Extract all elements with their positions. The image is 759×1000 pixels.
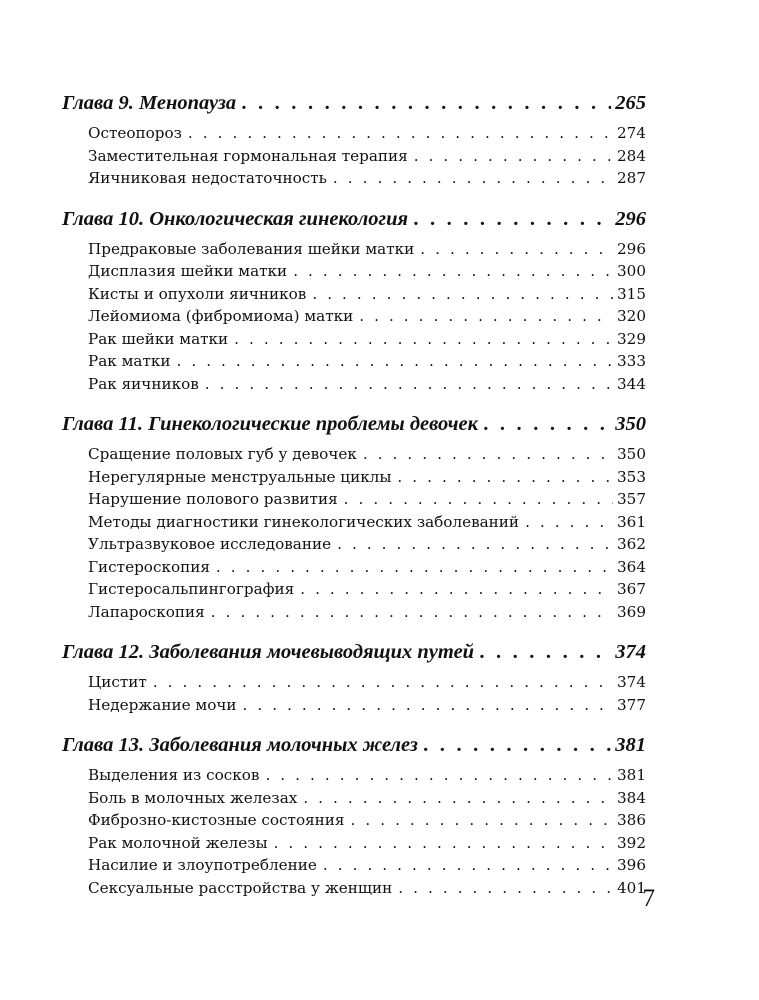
chapter-heading bbox=[62, 409, 646, 439]
entry-title: Гистероскопия bbox=[88, 557, 210, 576]
entry-title: Боль в молочных железах bbox=[88, 788, 298, 807]
entry-title: Рак шейки матки bbox=[88, 329, 229, 348]
chapter-title: Глава 10. Онкологическая гинекология bbox=[62, 207, 409, 230]
toc-entry bbox=[88, 260, 646, 283]
toc-entry bbox=[88, 238, 646, 261]
toc-entry bbox=[88, 854, 646, 877]
dot-leader bbox=[420, 238, 613, 261]
dot-leader bbox=[242, 88, 611, 118]
entry-title: Гистеросальпингография bbox=[88, 580, 295, 598]
toc-entry bbox=[88, 671, 646, 694]
chapter-page: 381 bbox=[615, 734, 646, 756]
chapter-page: 374 bbox=[615, 641, 646, 663]
toc-entry bbox=[88, 764, 646, 787]
dot-leader bbox=[153, 671, 613, 694]
entry-page: 361 bbox=[617, 512, 646, 531]
dot-leader bbox=[234, 328, 613, 351]
dot-leader bbox=[216, 556, 613, 579]
entry-title: Фиброзно-кистозные состояния bbox=[88, 811, 345, 829]
chapter-page: 265 bbox=[615, 92, 646, 114]
chapter-section bbox=[62, 409, 646, 623]
chapter-section bbox=[62, 204, 646, 396]
toc-entry bbox=[88, 533, 646, 556]
dot-leader bbox=[303, 787, 613, 810]
chapter-heading bbox=[62, 730, 646, 760]
entry-page: 344 bbox=[617, 374, 646, 393]
entry-title: Недержание мочи bbox=[88, 695, 237, 714]
toc-entry bbox=[88, 373, 646, 396]
dot-leader bbox=[363, 443, 613, 466]
entry-title: Заместительная гормональная терапия bbox=[88, 146, 408, 165]
chapter-page: 350 bbox=[615, 413, 646, 435]
toc-entry bbox=[88, 556, 646, 579]
toc-entry bbox=[88, 466, 646, 489]
entry-page: 401 bbox=[617, 878, 646, 897]
entry-title: Нерегулярные менструальные циклы bbox=[88, 467, 392, 486]
dot-leader bbox=[525, 511, 613, 534]
dot-leader bbox=[323, 854, 613, 877]
toc-entry bbox=[88, 832, 646, 855]
entry-title: Рак молочной железы bbox=[88, 833, 268, 852]
toc-entry bbox=[88, 809, 646, 832]
chapter-heading bbox=[62, 204, 646, 234]
dot-leader bbox=[424, 730, 611, 760]
toc-entry bbox=[88, 305, 646, 328]
toc-entry bbox=[88, 350, 646, 373]
entry-title: Предраковые заболевания шейки матки bbox=[88, 239, 415, 258]
entry-page: 320 bbox=[617, 307, 646, 325]
dot-leader bbox=[243, 694, 613, 717]
dot-leader bbox=[176, 350, 613, 373]
toc-entry bbox=[88, 601, 646, 624]
entry-page: 350 bbox=[617, 445, 646, 463]
entry-page: 357 bbox=[617, 490, 646, 508]
entry-page: 392 bbox=[617, 833, 646, 852]
dot-leader bbox=[480, 637, 611, 667]
entry-title: Дисплазия шейки матки bbox=[88, 262, 288, 280]
entry-page: 364 bbox=[617, 557, 646, 576]
dot-leader bbox=[312, 283, 613, 306]
toc-entry bbox=[88, 578, 646, 601]
entry-page: 274 bbox=[617, 124, 646, 142]
entry-page: 377 bbox=[617, 695, 646, 714]
toc-entry bbox=[88, 167, 646, 190]
toc-entry bbox=[88, 283, 646, 306]
entry-title: Цистит bbox=[88, 673, 147, 691]
toc-entry bbox=[88, 443, 646, 466]
entry-page: 333 bbox=[617, 352, 646, 370]
toc-entry bbox=[88, 145, 646, 168]
toc-entry bbox=[88, 328, 646, 351]
entry-title: Лапароскопия bbox=[88, 602, 205, 621]
entry-page: 384 bbox=[617, 788, 646, 807]
page-number: 7 bbox=[642, 885, 655, 912]
dot-leader bbox=[359, 305, 613, 328]
toc-entry bbox=[88, 488, 646, 511]
entry-title: Сращение половых губ у девочек bbox=[88, 445, 357, 463]
toc-entry bbox=[88, 694, 646, 717]
dot-leader bbox=[484, 409, 611, 439]
entry-page: 300 bbox=[617, 262, 646, 280]
table-of-contents bbox=[62, 88, 646, 913]
entry-title: Насилие и злоупотребление bbox=[88, 856, 317, 874]
dot-leader bbox=[265, 764, 613, 787]
chapter-title: Глава 12. Заболевания мочевыводящих путей bbox=[62, 641, 475, 663]
entry-page: 386 bbox=[617, 811, 646, 829]
chapter-title: Глава 13. Заболевания молочных желез bbox=[62, 734, 418, 756]
dot-leader bbox=[351, 809, 613, 832]
entry-page: 374 bbox=[617, 673, 646, 691]
entry-title: Рак матки bbox=[88, 352, 171, 370]
dot-leader bbox=[397, 466, 613, 489]
entry-title: Выделения из сосков bbox=[88, 766, 260, 784]
entry-page: 381 bbox=[617, 766, 646, 784]
chapter-heading bbox=[62, 88, 646, 118]
chapter-title: Глава 9. Менопауза bbox=[62, 92, 237, 114]
entry-page: 369 bbox=[617, 602, 646, 621]
toc-entry bbox=[88, 122, 646, 145]
chapter-section bbox=[62, 637, 646, 716]
entry-title: Кисты и опухоли яичников bbox=[88, 284, 307, 303]
entry-page: 284 bbox=[617, 146, 646, 165]
dot-leader bbox=[293, 260, 613, 283]
dot-leader bbox=[398, 877, 613, 900]
entry-page: 396 bbox=[617, 856, 646, 874]
dot-leader bbox=[205, 373, 613, 396]
entry-title: Остеопороз bbox=[88, 124, 182, 142]
dot-leader bbox=[211, 601, 613, 624]
dot-leader bbox=[337, 533, 613, 556]
chapter-heading bbox=[62, 637, 646, 667]
entry-page: 296 bbox=[617, 239, 646, 258]
entry-page: 287 bbox=[617, 169, 646, 187]
entry-title: Сексуальные расстройства у женщин bbox=[88, 878, 393, 897]
toc-entry bbox=[88, 877, 646, 900]
entry-page: 315 bbox=[617, 284, 646, 303]
dot-leader bbox=[188, 122, 613, 145]
toc-entry bbox=[88, 787, 646, 810]
dot-leader bbox=[414, 145, 613, 168]
toc-entry bbox=[88, 511, 646, 534]
chapter-section bbox=[62, 88, 646, 190]
chapter-section bbox=[62, 730, 646, 899]
entry-page: 362 bbox=[617, 535, 646, 553]
entry-title: Методы диагностики гинекологических заболеваний bbox=[88, 512, 520, 531]
entry-page: 353 bbox=[617, 467, 646, 486]
dot-leader bbox=[344, 488, 613, 511]
dot-leader bbox=[333, 167, 613, 190]
entry-title: Ультразвуковое исследование bbox=[88, 535, 332, 553]
chapter-title: Глава 11. Гинекологические проблемы девочек bbox=[62, 413, 478, 435]
entry-title: Рак яичников bbox=[88, 374, 199, 393]
entry-page: 329 bbox=[617, 329, 646, 348]
dot-leader bbox=[300, 578, 613, 601]
entry-page: 367 bbox=[617, 580, 646, 598]
entry-title: Лейомиома (фибромиома) матки bbox=[88, 307, 354, 325]
entry-title: Яичниковая недостаточность bbox=[88, 169, 327, 187]
dot-leader bbox=[414, 204, 611, 234]
entry-title: Нарушение полового развития bbox=[88, 490, 338, 508]
chapter-page: 296 bbox=[615, 207, 646, 230]
dot-leader bbox=[274, 832, 613, 855]
